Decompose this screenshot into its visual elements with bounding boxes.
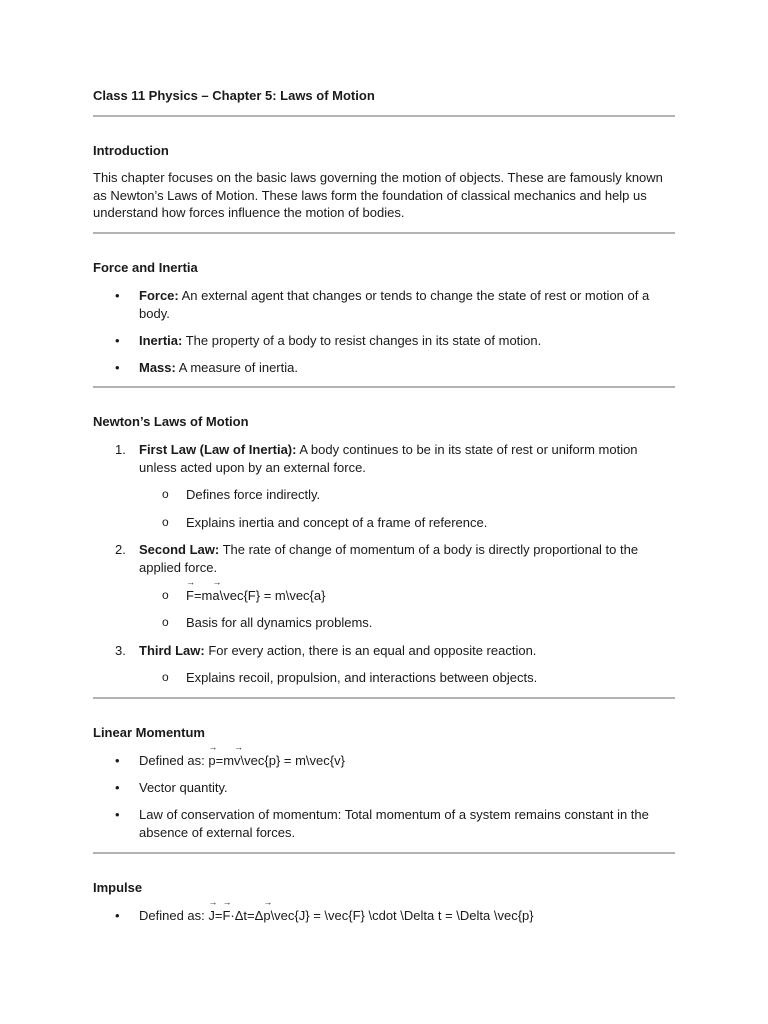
list-number: 1. <box>115 442 126 457</box>
law-label: Second Law: <box>139 542 220 557</box>
impulse-heading: Impulse <box>93 880 143 895</box>
bullet-marker: • <box>115 807 120 822</box>
bullet-marker: • <box>115 780 120 795</box>
list-item-momentum-definition <box>115 752 675 770</box>
law-item-third <box>115 642 675 660</box>
law-label: Third Law: <box>139 643 205 658</box>
section-divider <box>93 852 675 854</box>
list-item-text: Law of conservation of momentum: Total momentum of a system remains constant in the absence of external forces. <box>139 807 649 840</box>
formula-render: → p=m→ v <box>208 753 240 768</box>
sub-item-text: Defines force indirectly. <box>186 487 321 502</box>
section-divider <box>93 386 675 388</box>
list-item-impulse-definition <box>115 907 675 925</box>
introduction-heading: Introduction <box>93 143 169 158</box>
term-description: An external agent that changes or tends to change the state of rest or motion of a body. <box>139 288 650 321</box>
list-number: 2. <box>115 542 126 557</box>
newton-laws-heading: Newton’s Laws of Motion <box>93 414 249 429</box>
list-item-mass <box>115 359 675 377</box>
formula-source: \vec{p} = m\vec{v} <box>240 753 345 768</box>
term-description: The property of a body to resist changes in its state of motion. <box>182 333 542 348</box>
formula-render: → F=m→ a <box>186 588 220 603</box>
term-label: Force: <box>139 288 179 303</box>
momentum-heading: Linear Momentum <box>93 725 205 740</box>
subbullet-marker: o <box>162 615 169 629</box>
term-description: A measure of inertia. <box>175 360 298 375</box>
section-divider <box>93 697 675 699</box>
subbullet-marker: o <box>162 515 169 529</box>
law-item-first <box>115 441 675 476</box>
force-inertia-heading: Force and Inertia <box>93 260 198 275</box>
list-number: 3. <box>115 643 126 658</box>
list-item <box>115 779 675 797</box>
law-description: For every action, there is an equal and opposite reaction. <box>204 643 537 658</box>
law-label: First Law (Law of Inertia): <box>139 442 297 457</box>
law-item-second <box>115 541 675 576</box>
formula-source: \vec{F} = m\vec{a} <box>219 588 326 603</box>
sub-item-text: Basis for all dynamics problems. <box>186 615 373 630</box>
sub-item <box>162 669 675 687</box>
document-title: Class 11 Physics – Chapter 5: Laws of Motion <box>93 88 375 103</box>
sub-item-text: Explains recoil, propulsion, and interactions between objects. <box>186 670 538 685</box>
term-label: Inertia: <box>139 333 183 348</box>
sub-item-text: Explains inertia and concept of a frame of reference. <box>186 515 488 530</box>
sub-item <box>162 514 675 532</box>
bullet-marker: • <box>115 288 120 303</box>
bullet-marker: • <box>115 360 120 375</box>
section-divider <box>93 232 675 234</box>
section-divider <box>93 115 675 117</box>
subbullet-marker: o <box>162 670 169 684</box>
subbullet-marker: o <box>162 487 169 501</box>
definition-prefix: Defined as: <box>139 908 209 923</box>
law-description: The rate of change of momentum of a body is directly proportional to the applied force. <box>139 542 639 575</box>
list-item-inertia <box>115 332 675 350</box>
list-item-text: Vector quantity. <box>139 780 228 795</box>
list-item <box>115 806 675 841</box>
law-description: A body continues to be in its state of rest or uniform motion unless acted upon by an external force. <box>139 442 638 475</box>
definition-prefix: Defined as: <box>139 753 209 768</box>
formula-source: \vec{J} = \vec{F} \cdot \Delta t = \Delta \vec{p} <box>270 908 534 923</box>
sub-item-formula <box>162 587 675 605</box>
bullet-marker: • <box>115 908 120 923</box>
introduction-paragraph: This chapter focuses on the basic laws governing the motion of objects. These are famously known as Newton’s Laws of Motion. These laws form the foundation of classical mechanics and help us understand how forces influence the motion of bodies. <box>93 170 663 220</box>
formula-render: → J=→ F·Δt=Δ→ p <box>208 908 270 923</box>
sub-item <box>162 486 675 504</box>
bullet-marker: • <box>115 333 120 348</box>
subbullet-marker: o <box>162 588 169 602</box>
list-item-force <box>115 287 675 322</box>
bullet-marker: • <box>115 753 120 768</box>
term-label: Mass: <box>139 360 176 375</box>
sub-item <box>162 614 675 632</box>
